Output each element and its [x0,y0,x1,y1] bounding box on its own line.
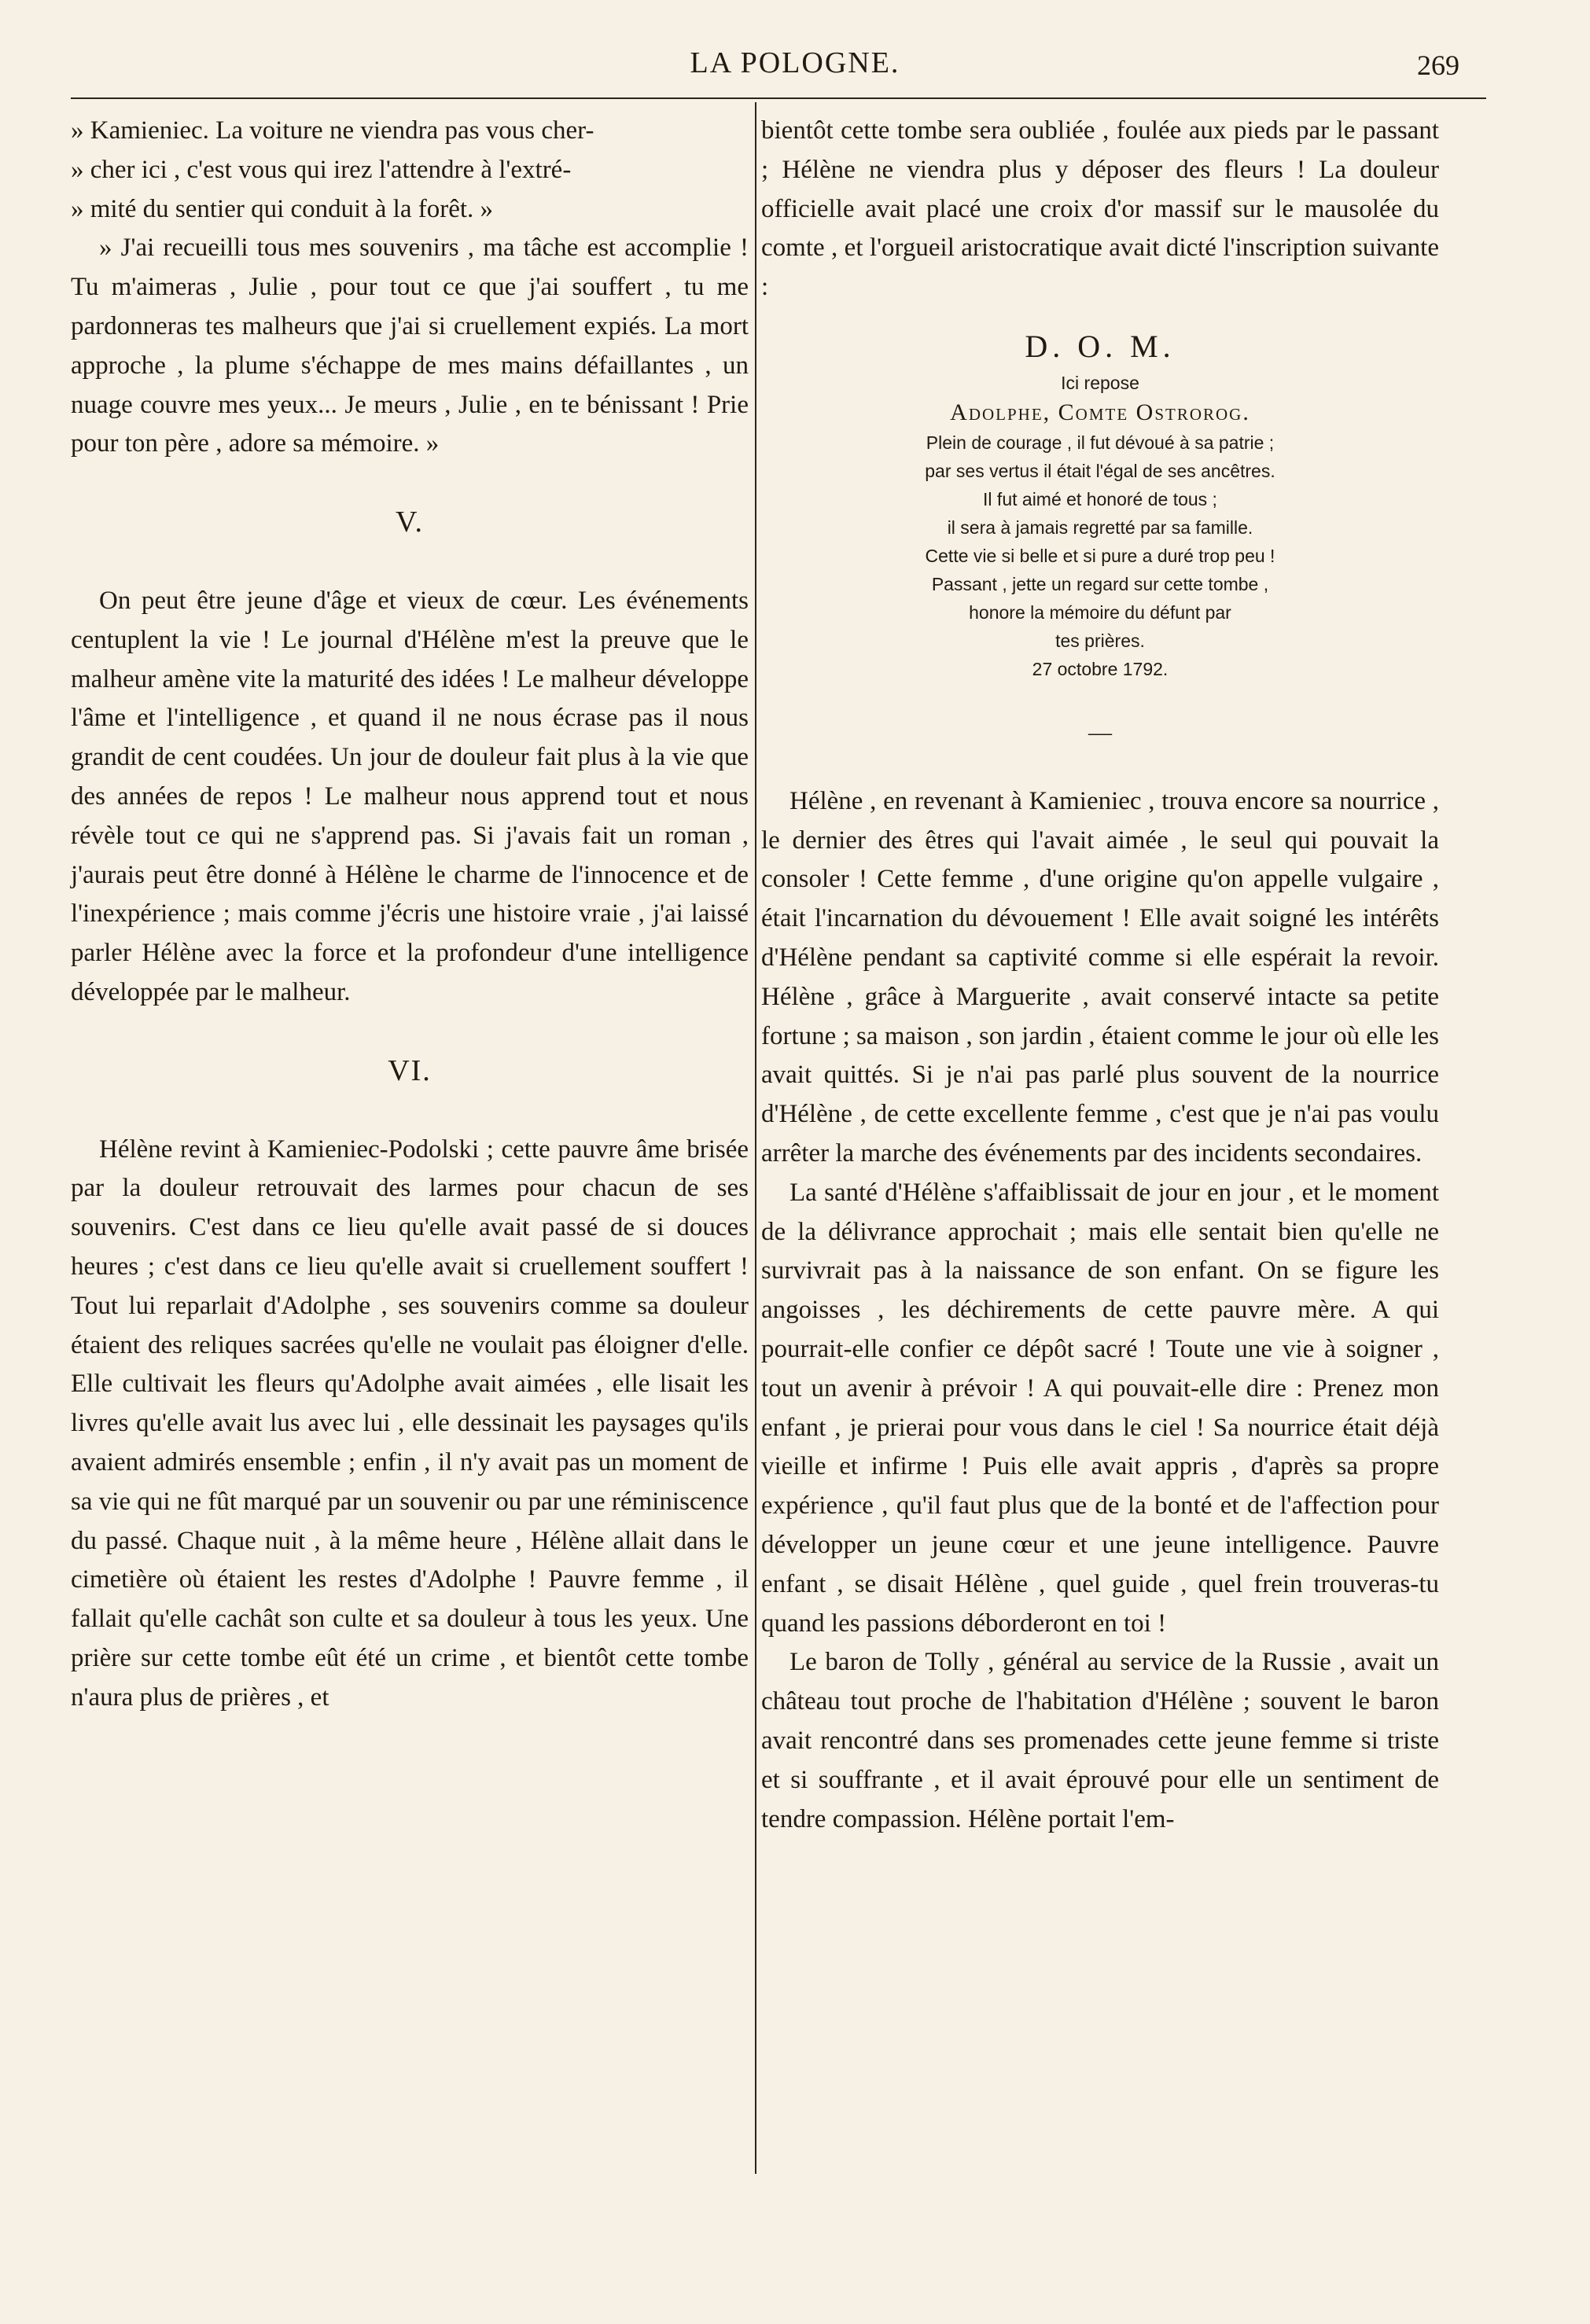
paragraph: Hélène , en revenant à Kamieniec , trouva encore sa nourrice , le dernier des êtres qui l'avait aimée , le seul qui pouvait la consoler ! Cette femme , d'une origine qu'on appelle vulgaire , était l'incarnation du dévouement ! Elle avait soigné les intérêts d'Hélène pendant sa captivité comme si elle espérait la revoir. Hélène , grâce à Marguerite , avait conservé intacte sa petite fortune ; sa maison , son jardin , étaient comme le jour où elle les avait quittés. Si je n'ai pas parlé plus souvent de la nourrice d'Hélène , de cette excellente femme , c'est que je n'ai pas voulu arrêter la marche des événements par des incidents secondaires. [761,786,1439,1168]
page-number: 269 [1417,50,1459,81]
epitaph-date: 27 octobre 1792. [1032,658,1169,679]
paragraph: Le baron de Tolly , général au service de la Russie , avait un château tout proche de l'habitation d'Hélène ; souvent le baron avait rencontré dans ses promenades cette jeune femme si triste et si souffrante , et il avait éprouvé pour elle un sentiment de tendre compassion. Hélène portait l'em- [761,1648,1439,1833]
epitaph-line: Cette vie si belle et si pure a duré trop peu ! [925,545,1275,566]
separator-dash: — [1088,719,1112,745]
column-divider [755,102,756,2174]
epitaph-line: honore la mémoire du défunt par [969,601,1231,623]
epitaph-name: Adolphe, Comte Ostrorog. [950,399,1250,425]
epitaph-line: il sera à jamais regretté par sa famille. [947,517,1253,538]
epitaph-line: Plein de courage , il fut dévoué à sa patrie ; [926,432,1275,453]
epitaph [761,325,1439,683]
paragraph: On peut être jeune d'âge et vieux de cœur. Les événements centuplent la vie ! Le journal d'Hélène m'est la preuve que le malheur amène vite la maturité des idées ! Le malheur développe l'âme et l'intelligence , et quand il ne nous écrase pas il nous grandit de cent coudées. Un jour de douleur fait plus à la vie que des années de repos ! Le malheur nous apprend tout et nous révèle tout ce qui ne s'apprend pas. Si j'avais fait un roman , j'aurais peut être donné à Hélène le charme de l'innocence et de l'inexpérience ; mais comme j'écris une histoire vraie , j'ai laissé parler Hélène avec la force et la profondeur d'une intelligence développée par le malheur. [71,586,749,1006]
paragraph: » J'ai recueilli tous mes souvenirs , ma tâche est accomplie ! Tu m'aimeras , Julie , pour tout ce que j'ai souffert , tu me pardonneras tes malheurs que j'ai si cruellement expiés. La mort approche , la plume s'échappe de mes mains défaillantes , un nuage couvre mes yeux... Je meurs , Julie , en te bénissant ! Prie pour ton père , adore sa mémoire. » [71,234,749,458]
epitaph-line: par ses vertus il était l'égal de ses ancêtres. [925,460,1275,481]
section-heading-vi: VI. [388,1054,432,1087]
epitaph-line: tes prières. [1055,630,1145,651]
epitaph-line: Passant , jette un regard sur cette tombe , [931,573,1269,594]
right-column [761,112,1439,1839]
paragraph: Hélène revint à Kamieniec-Podolski ; cette pauvre âme brisée par la douleur retrouvait des larmes pour chacun de ses souvenirs. C'est dans ce lieu qu'elle avait passé de si douces heures ; c'est dans ce lieu qu'elle avait si cruellement souffert ! Tout lui reparlait d'Adolphe , ses souvenirs comme sa douleur étaient des reliques sacrées qu'elle ne voulait pas éloigner d'elle. Elle cultivait les fleurs qu'Adolphe avait aimées , elle lisait les livres qu'elle avait lus avec lui , elle dessinait les paysages qu'ils avaient admirés ensemble ; enfin , il n'y avait pas un moment de sa vie qui ne fût marqué par un souvenir ou par une réminiscence du passé. Chaque nuit , à la même heure , Hélène allait dans le cimetière où étaient les restes d'Adolphe ! Pauvre femme , il fallait qu'elle cachât son culte et sa douleur à tous les yeux. Une prière sur cette tombe eût été un crime , et bientôt cette tombe n'aura plus de prières , et [71,1134,749,1712]
paragraph: La santé d'Hélène s'affaiblissait de jour en jour , et le moment de la délivrance approchait ; mais elle sentait bien qu'elle ne survivrait pas à la naissance de son enfant. On se figure les angoisses , les déchirements de cette pauvre mère. A qui pourrait-elle confier ce dépôt sacré ! Toute une vie à soigner , tout un avenir à prévoir ! A qui pouvait-elle dire : Prenez mon enfant , je prierai pour vous dans le ciel ! Sa nourrice était déjà vieille et infirme ! Puis elle avait appris , d'après sa propre expérience , qu'il faut plus que de la bonté et de l'affection pour développer un jeune cœur et une jeune intelligence. Pauvre enfant , se disait Hélène , quel guide , quel frein trouveras-tu quand les passions déborderont en toi ! [761,1178,1439,1638]
epitaph-line: Ici repose [1061,372,1139,393]
quote-line: » mité du sentier qui conduit à la forêt. » [71,194,494,223]
epitaph-heading: D. O. M. [1025,328,1176,364]
left-column [71,112,749,1717]
section-heading-v: V. [395,506,425,539]
quote-line: » Kamieniec. La voiture ne viendra pas vous cher- [71,116,594,145]
header-rule [71,97,1486,99]
quote-line: » cher ici , c'est vous qui irez l'attendre à l'extré- [71,155,572,184]
paragraph: bientôt cette tombe sera oubliée , foulée aux pieds par le passant ; Hélène ne viendra plus y déposer des fleurs ! La douleur officielle avait placé une croix d'or massif sur le mausolée du comte , et l'orgueil aristocratique avait dicté l'inscription suivante : [761,116,1439,302]
running-title: LA POLOGNE. [690,46,900,79]
epitaph-line: Il fut aimé et honoré de tous ; [983,488,1217,509]
